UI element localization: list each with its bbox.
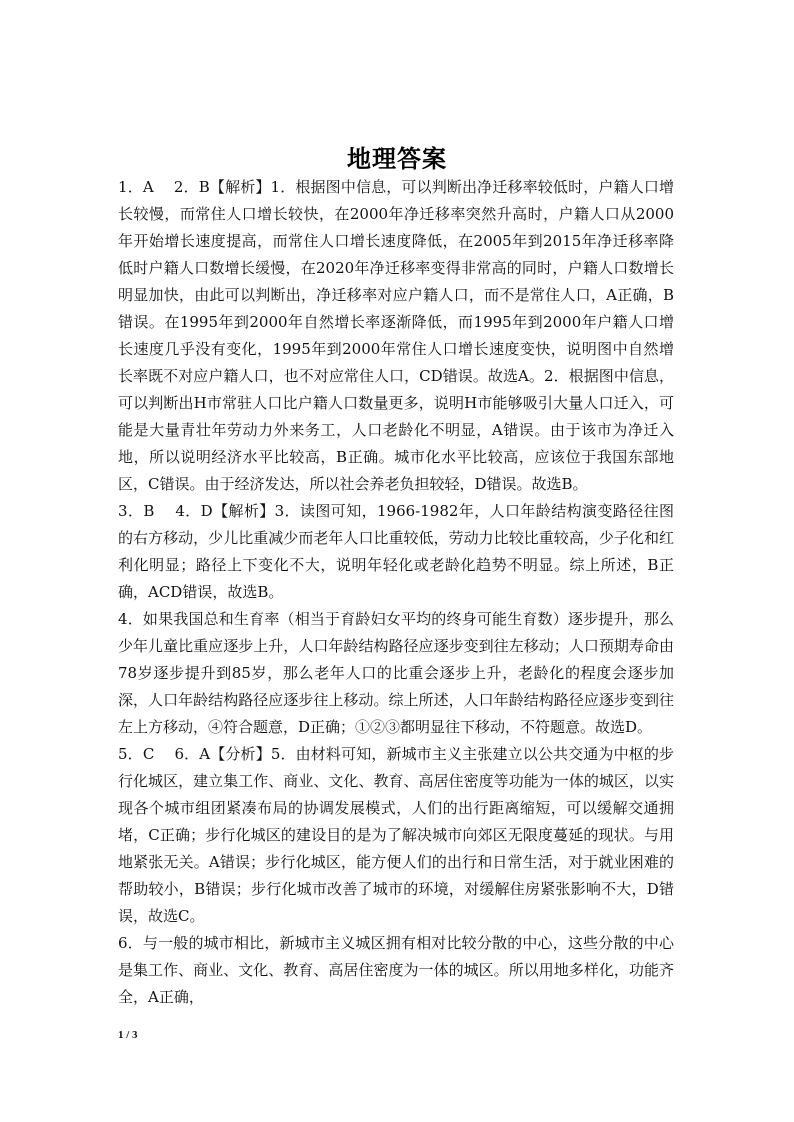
- answer-paragraph-5: 5．C 6．A【分析】5．由材料可知，新城市主义主张建立以公共交通为中枢的步行化城区，建立集工作、商业、文化、教育、高居住密度等功能为一体的城区，以实现各个城市组团紧凑布局的协调发展模式，人们的出行距离缩短，可以缓解交通拥堵，C正确；步行化城区的建设目的是为了解决城市向郊区无限度蔓延的现状。与用地紧张无关。A错误；步行化城区，能方便人们的出行和日常生活，对于就业困难的帮助较小，B错误；步行化城市改善了城市的环境，对缓解住房紧张影响不大，D错误，故选C。: [118, 745, 674, 925]
- document-title: 地理答案: [347, 144, 447, 173]
- answer-paragraph-3: 3．B 4．D【解析】3．读图可知，1966-1982年，人口年龄结构演变路径往图的右方移动，少儿比重减少而老年人口比重较低，劳动力比较比重较高，少子化和红利化明显；路径上下变化不大，说明年轻化或老龄化趋势不明显。综上所述，B正确，ACD错误，故选B。: [118, 502, 674, 601]
- page-number: 1 / 3: [118, 1029, 138, 1041]
- answer-paragraph-4: 4．如果我国总和生育率（相当于育龄妇女平均的终身可能生育数）逐步提升，那么少年儿童比重应逐步上升，人口年龄结构路径应逐步变到往左移动；人口预期寿命由78岁逐步提升到85岁，那么老年人口的比重会逐步上升，老龄化的程度会逐步加深，人口年龄结构路径应逐步往上移动。综上所述，人口年龄结构路径应逐步变到往左上方移动，④符合题意，D正确；①②③都明显往下移动，不符题意。故选D。: [118, 610, 674, 736]
- answer-body: [118, 174, 674, 1011]
- answer-paragraph-1-2: 1．A 2．B【解析】1．根据图中信息，可以判断出净迁移率较低时，户籍人口增长较慢，而常住人口增长较快，在2000年净迁移率突然升高时，户籍人口从2000年开始增长速度提高，而常住人口增长速度降低，在2005年到2015年净迁移率降低时户籍人口数增长缓慢，在2020年净迁移率变得非常高的同时，户籍人口数增长明显加快，由此可以判断出，净迁移率对应户籍人口，而不是常住人口，A正确，B错误。在1995年到2000年自然增长率逐渐降低，而1995年到2000年户籍人口增长速度几乎没有变化，1995年到2000年常住人口增长速度变快，说明图中自然增长率既不对应户籍人口，也不对应常住人口，CD错误。故选A。2．根据图中信息，可以判断出H市常驻人口比户籍人口数量更多，说明H市能够吸引大量人口迁入，可能是大量青壮年劳动力外来务工，人口老龄化不明显，A错误。由于该市为净迁入地，所以说明经济水平比较高，B正确。城市化水平比较高，应该位于我国东部地区，C错误。由于经济发达，所以社会养老负担较轻，D错误。故选B。: [118, 178, 674, 493]
- answer-paragraph-6: 6．与一般的城市相比，新城市主义城区拥有相对比较分散的中心，这些分散的中心是集工作、商业、文化、教育、高居住密度为一体的城区。所以用地多样化，功能齐全，A正确，: [118, 934, 674, 1006]
